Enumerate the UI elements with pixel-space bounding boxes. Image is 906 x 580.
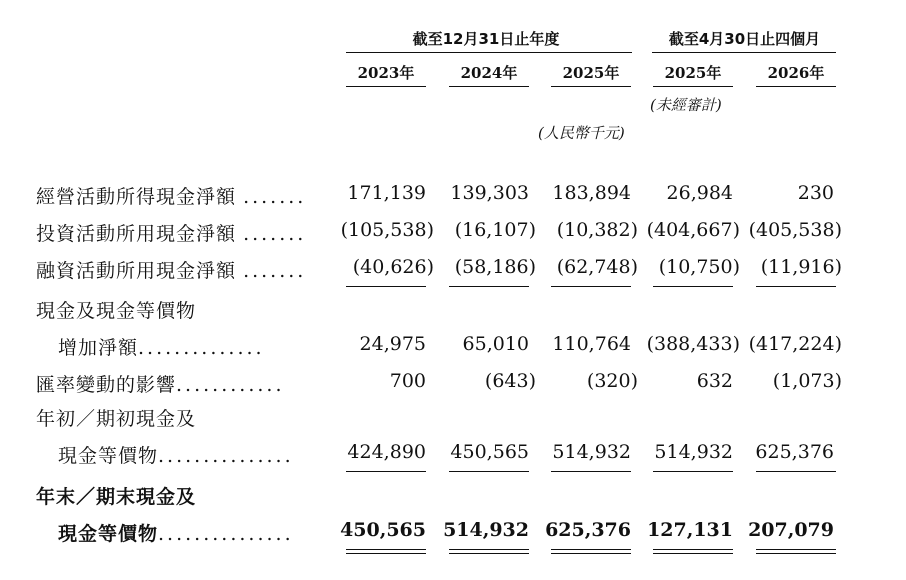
cell-value: 514,932 [443, 519, 529, 541]
table-row [0, 296, 906, 326]
total-double-rule [346, 549, 426, 554]
year-rule-2025-interim [653, 86, 733, 87]
row-label: 現金等價物............... [58, 445, 294, 467]
currency-note: (人民幣千元) [538, 124, 625, 142]
cell-value: 514,932 [552, 441, 631, 463]
cell-value: (388,433) [646, 333, 740, 355]
subtotal-rule [449, 471, 529, 472]
subtotal-rule [346, 286, 426, 287]
cell-value: 625,376 [545, 519, 631, 541]
header-group-year-ended: 截至12月31日止年度 [412, 30, 560, 48]
unaudited-note: (未經審計) [650, 96, 722, 114]
cell-value: 207,079 [748, 519, 834, 541]
subtotal-rule [653, 286, 733, 287]
cell-value: (16,107) [454, 219, 536, 241]
subtotal-rule [449, 286, 529, 287]
row-label: 年末／期末現金及 [36, 486, 197, 508]
year-header-2024: 2024年 [460, 64, 518, 82]
row-label: 投資活動所用現金淨額 ....... [36, 223, 307, 245]
subtotal-rule [756, 286, 836, 287]
header-group-four-months-rule [652, 52, 836, 53]
total-double-rule [551, 549, 631, 554]
cell-value: 450,565 [340, 519, 426, 541]
cell-value: 230 [797, 182, 834, 204]
table-row [0, 219, 906, 249]
table-row [0, 441, 906, 471]
cell-value: 24,975 [359, 333, 426, 355]
subtotal-rule [551, 286, 631, 287]
subtotal-rule [653, 471, 733, 472]
year-header-2023: 2023年 [357, 64, 415, 82]
subtotal-rule [346, 471, 426, 472]
cell-value: (1,073) [772, 370, 842, 392]
total-double-rule [449, 549, 529, 554]
year-header-2026-interim: 2026年 [767, 64, 825, 82]
year-rule-2023 [346, 86, 426, 87]
header-group-four-months: 截至4月30日止四個月 [668, 30, 821, 48]
cell-value: (105,538) [340, 219, 434, 241]
cell-value: 26,984 [666, 182, 733, 204]
subtotal-rule [551, 471, 631, 472]
year-header-2025-interim: 2025年 [664, 64, 722, 82]
header-group-year-ended-rule [346, 52, 632, 53]
row-label: 經營活動所得現金淨額 ....... [36, 186, 307, 208]
year-rule-2025 [551, 86, 631, 87]
cell-value: 171,139 [347, 182, 426, 204]
cell-value: (320) [586, 370, 638, 392]
table-row [0, 182, 906, 212]
row-label: 增加淨額.............. [58, 337, 265, 359]
cell-value: (62,748) [556, 256, 638, 278]
subtotal-rule [756, 471, 836, 472]
cell-value: (40,626) [352, 256, 434, 278]
table-row [0, 256, 906, 286]
table-row [0, 482, 906, 512]
cell-value: 65,010 [462, 333, 529, 355]
cell-value: (11,916) [760, 256, 842, 278]
total-double-rule [653, 549, 733, 554]
year-rule-2026-interim [756, 86, 836, 87]
cell-value: (58,186) [454, 256, 536, 278]
table-row [0, 333, 906, 363]
cell-value: (405,538) [748, 219, 842, 241]
row-label: 現金及現金等價物 [36, 300, 197, 322]
row-label: 年初／期初現金及 [36, 408, 197, 430]
cell-value: 127,131 [647, 519, 733, 541]
cell-value: 424,890 [347, 441, 426, 463]
cell-value: (10,382) [556, 219, 638, 241]
year-header-2025: 2025年 [562, 64, 620, 82]
cell-value: 625,376 [755, 441, 834, 463]
cell-value: 514,932 [654, 441, 733, 463]
table-row [0, 519, 906, 549]
cell-value: (643) [484, 370, 536, 392]
row-label: 融資活動所用現金淨額 ....... [36, 260, 307, 282]
cell-value: 700 [389, 370, 426, 392]
cell-value: (417,224) [748, 333, 842, 355]
table-row [0, 370, 906, 400]
cell-value: 183,894 [552, 182, 631, 204]
cell-value: 139,303 [450, 182, 529, 204]
cell-value: (404,667) [646, 219, 740, 241]
cell-value: 110,764 [552, 333, 631, 355]
cell-value: 450,565 [450, 441, 529, 463]
total-double-rule [756, 549, 836, 554]
cell-value: 632 [696, 370, 733, 392]
row-label: 現金等價物............... [58, 523, 294, 545]
year-rule-2024 [449, 86, 529, 87]
cell-value: (10,750) [658, 256, 740, 278]
row-label: 匯率變動的影響............ [36, 374, 285, 396]
table-row [0, 404, 906, 434]
